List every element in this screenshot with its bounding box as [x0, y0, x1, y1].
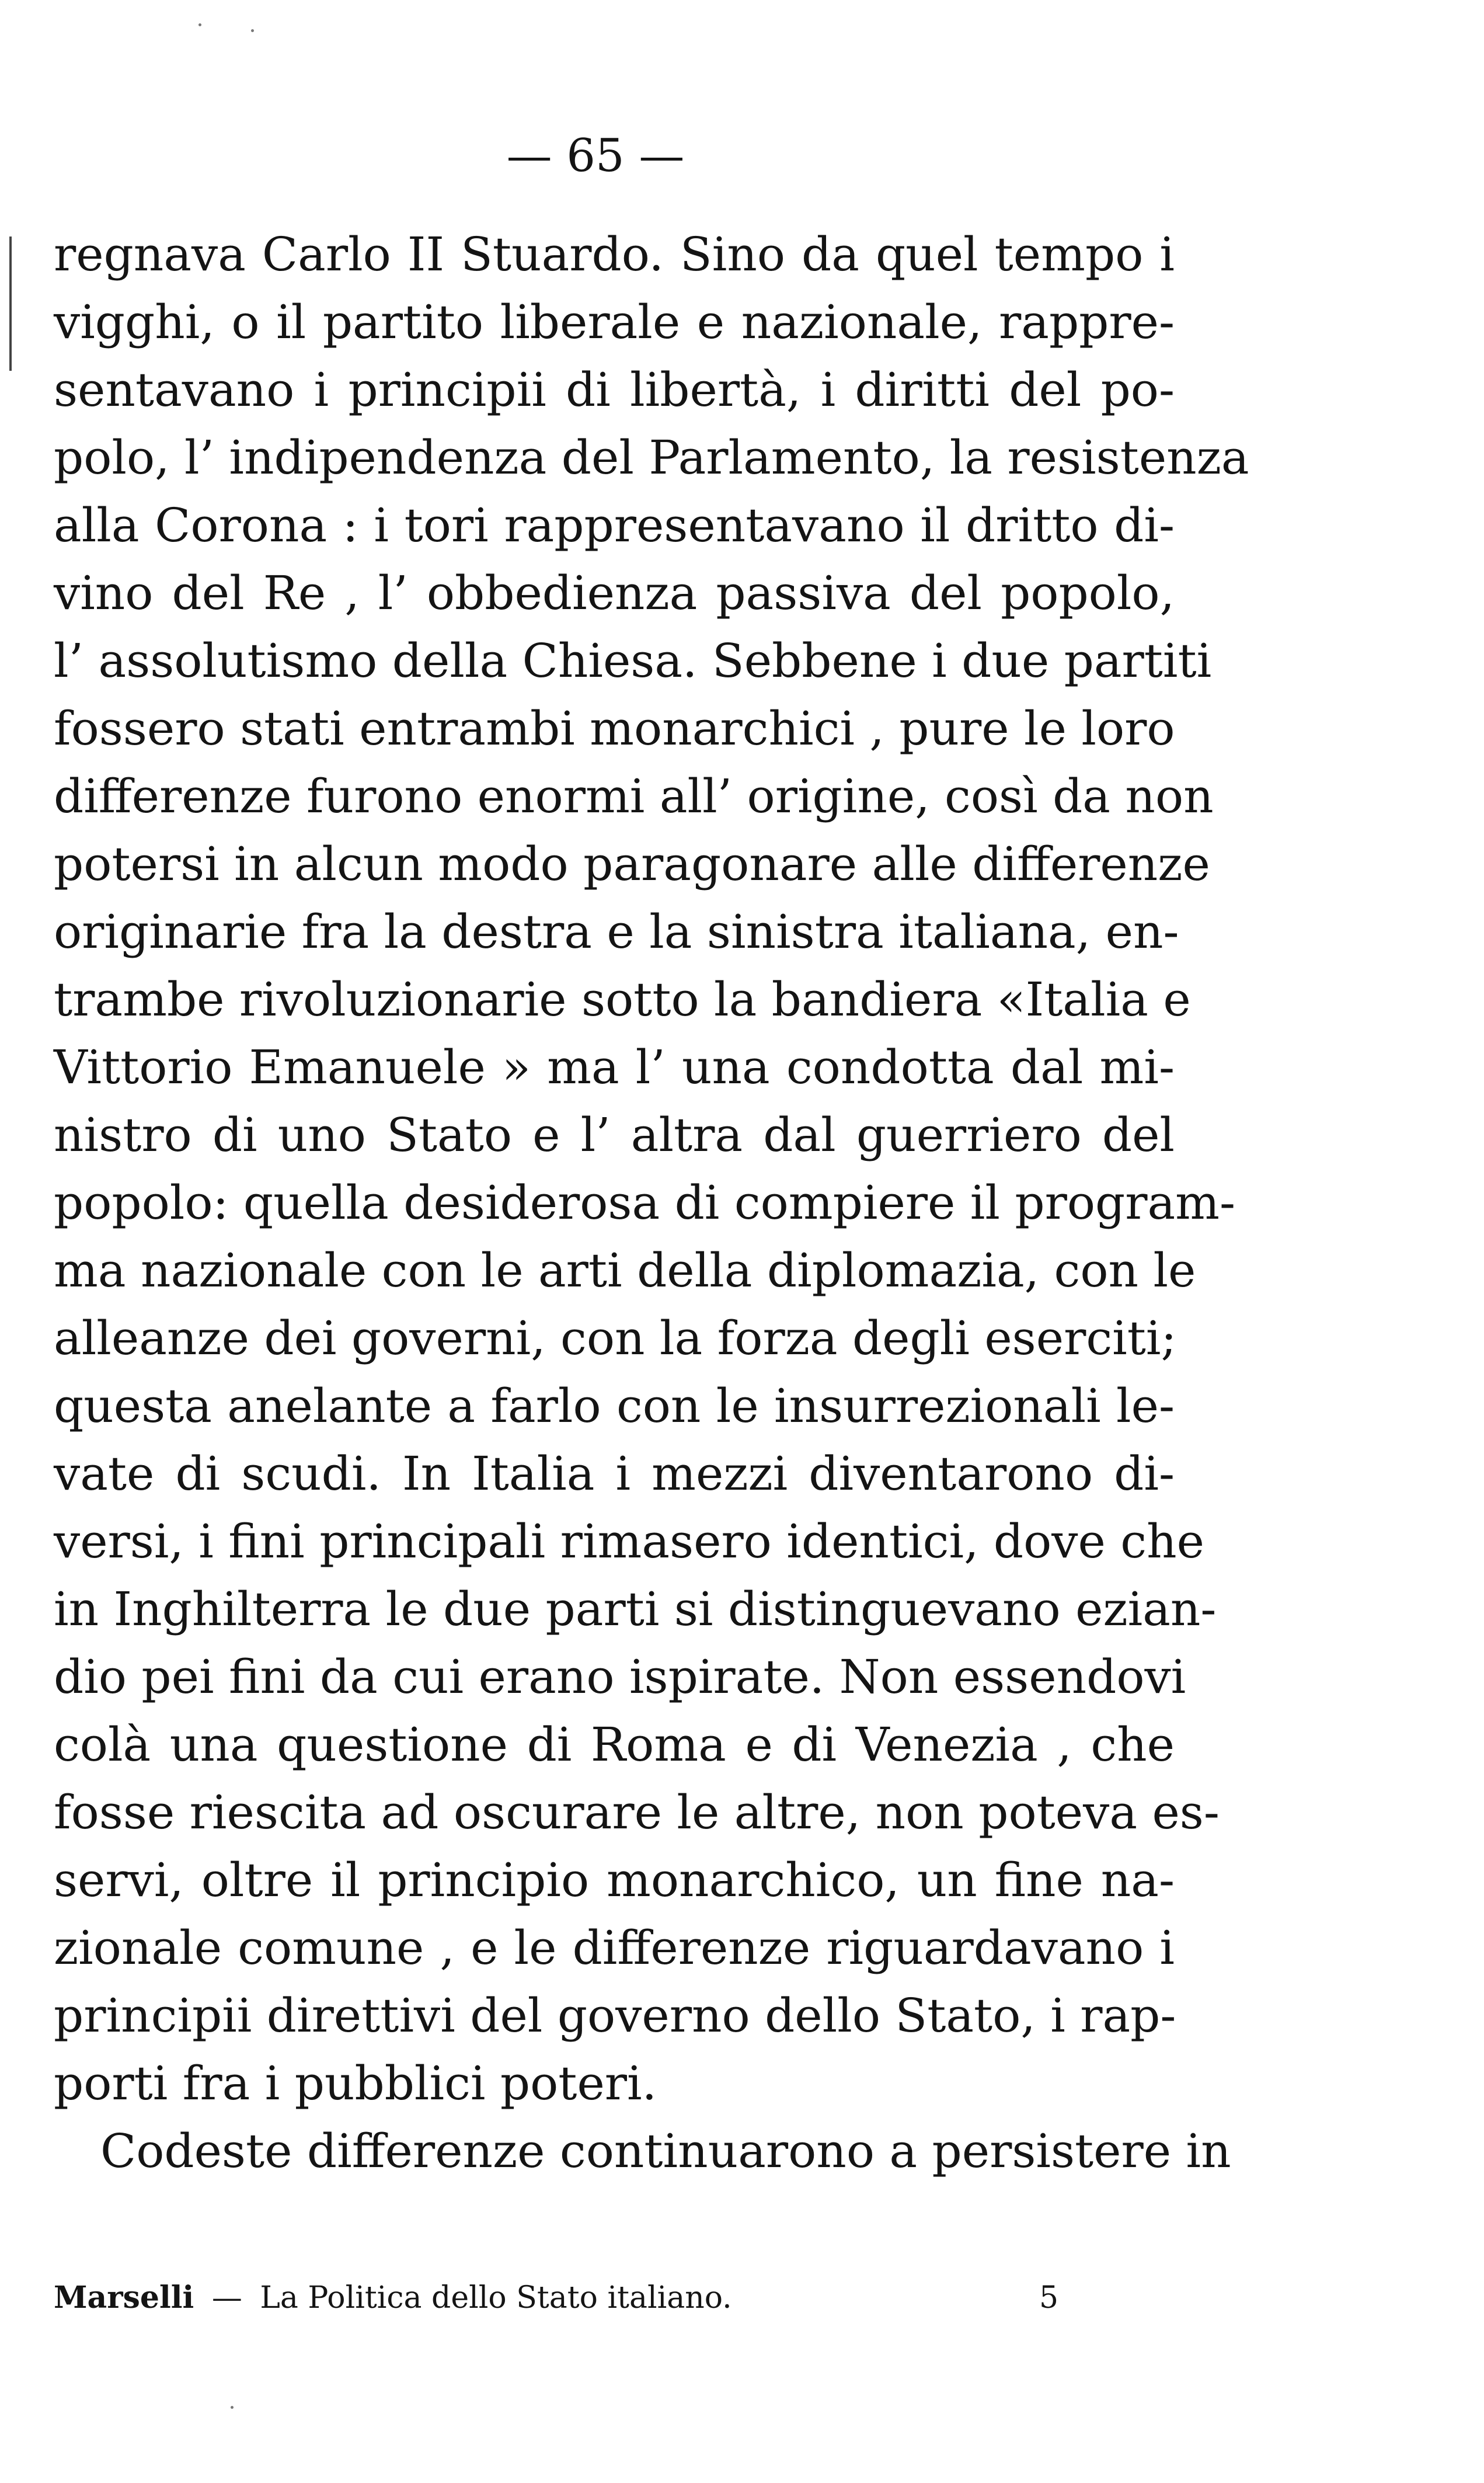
speck — [251, 29, 254, 32]
text-line: polo, l’ indipendenza del Parlamento, la resistenza — [54, 430, 1249, 485]
speck — [231, 2406, 234, 2409]
text-line: alla Corona : i tori rappresentavano il dritto di- — [54, 498, 1175, 552]
text-line: differenze furono enormi all’ origine, così da non — [54, 769, 1214, 823]
text-line: servi, oltre il principio monarchico, un fine na- — [54, 1853, 1175, 1907]
signature-mark: 5 — [1039, 2280, 1059, 2315]
text-line: l’ assolutismo della Chiesa. Sebbene i due partiti — [54, 634, 1212, 688]
footer-separator: — — [211, 2280, 242, 2315]
text-line: trambe rivoluzionarie sotto la bandiera «Italia e — [54, 972, 1191, 1027]
body-text — [54, 221, 1249, 2185]
text-line: originarie fra la destra e la sinistra italiana, en- — [54, 905, 1179, 959]
text-line: fossero stati entrambi monarchici , pure le loro — [54, 701, 1175, 756]
text-line: zionale comune , e le differenze riguardavano i — [54, 1921, 1175, 1975]
footer-title: La Politica dello Stato italiano. — [260, 2280, 732, 2315]
text-line: ma nazionale con le arti della diplomazia, con le — [54, 1243, 1196, 1298]
text-line: vino del Re , l’ obbedienza passiva del popolo, — [54, 566, 1175, 620]
text-line: questa anelante a farlo con le insurrezionali le- — [54, 1379, 1175, 1433]
text-line: fosse riescita ad oscurare le altre, non poteva es- — [54, 1785, 1220, 1839]
text-line: Vittorio Emanuele » ma l’ una condotta dal mi- — [54, 1040, 1175, 1094]
text-line: vate di scudi. In Italia i mezzi diventarono di- — [54, 1446, 1175, 1501]
text-line: versi, i fini principali rimasero identici, dove che — [54, 1514, 1204, 1569]
page-footer — [54, 2277, 1058, 2318]
text-line: colà una questione di Roma e di Venezia , che — [54, 1717, 1175, 1772]
footer-author: Marselli — [54, 2280, 194, 2315]
text-line: in Inghilterra le due parti si distinguevano ezian- — [54, 1582, 1217, 1636]
text-line: popolo: quella desiderosa di compiere il program- — [54, 1176, 1236, 1230]
text-line: alleanze dei governi, con la forza degli eserciti; — [54, 1311, 1177, 1365]
page-number: — 65 — — [506, 130, 685, 182]
speck — [198, 23, 201, 26]
margin-rule — [9, 237, 12, 371]
text-line: potersi in alcun modo paragonare alle differenze — [54, 837, 1210, 891]
paragraph-end-line: porti fra i pubblici poteri. — [54, 2056, 657, 2110]
text-line: vigghi, o il partito liberale e nazionale, rappre- — [54, 295, 1175, 349]
text-line: Codeste differenze continuarono a persistere in — [100, 2124, 1231, 2178]
text-line: nistro di uno Stato e l’ altra dal guerriero del — [54, 1108, 1175, 1162]
text-line: sentavano i principii di libertà, i diritti del po- — [54, 363, 1175, 417]
text-line: dio pei fini da cui erano ispirate. Non essendovi — [54, 1650, 1186, 1704]
text-line: principii direttivi del governo dello Stato, i rap- — [54, 1988, 1176, 2043]
text-line: regnava Carlo II Stuardo. Sino da quel tempo i — [54, 227, 1175, 281]
